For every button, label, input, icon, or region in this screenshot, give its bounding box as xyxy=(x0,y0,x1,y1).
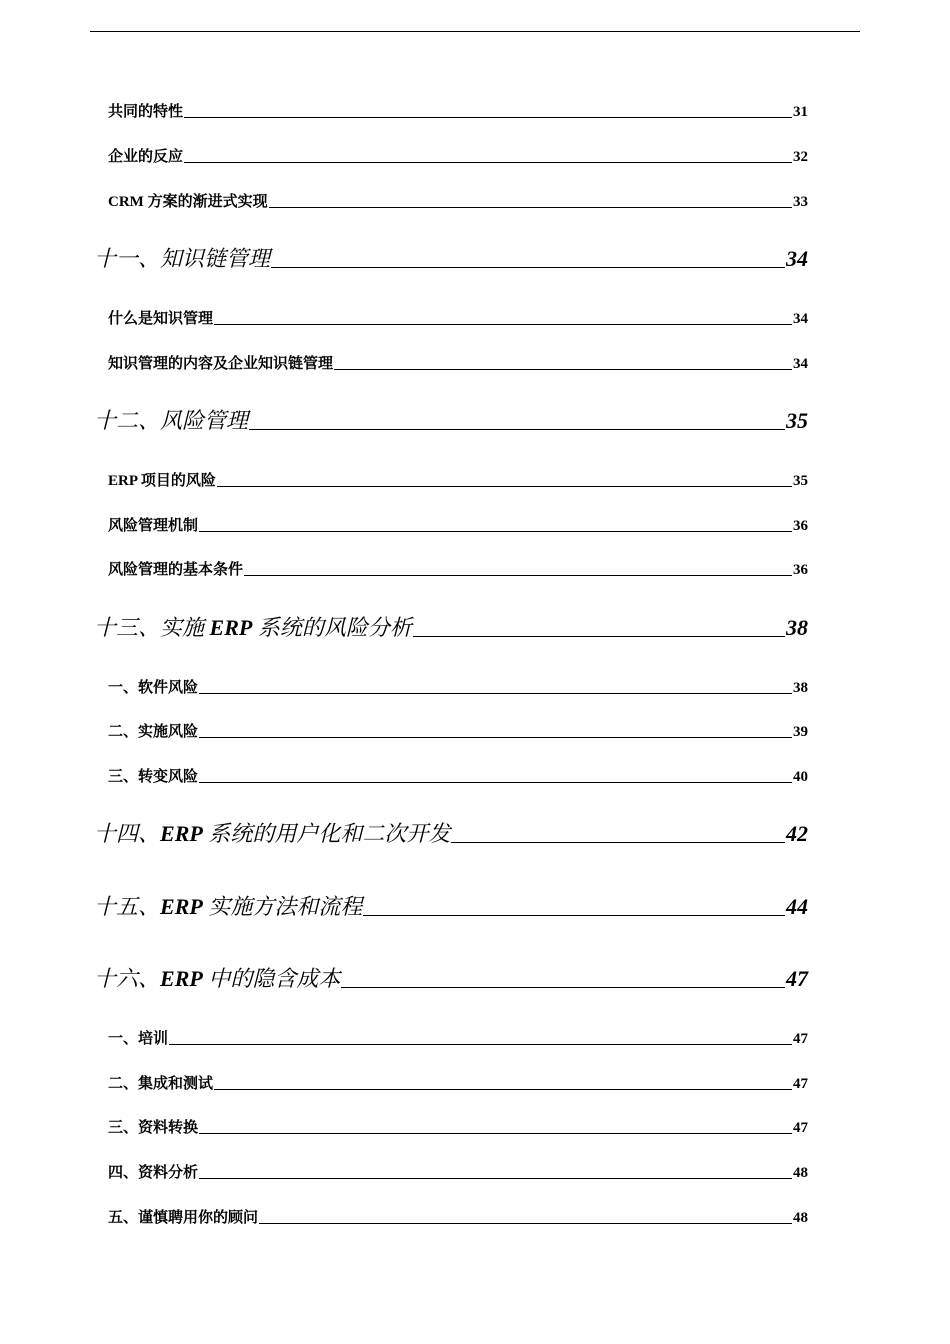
toc-entry[interactable] xyxy=(108,517,808,535)
toc-leader-line xyxy=(269,207,792,208)
toc-leader-line xyxy=(451,842,785,843)
toc-leader-line xyxy=(199,1178,792,1179)
toc-chapter-entry[interactable] xyxy=(94,246,808,272)
toc-entry-label: 风险管理的基本条件 xyxy=(108,562,244,578)
toc-chapter-entry[interactable] xyxy=(94,821,808,847)
toc-page-number: 44 xyxy=(786,894,808,919)
toc-entry-label: CRM 方案的渐进式实现 xyxy=(108,194,268,210)
toc-leader-line xyxy=(199,693,792,694)
toc-leader-line xyxy=(217,486,792,487)
toc-chapter-entry[interactable] xyxy=(94,615,808,641)
toc-entry-label: 共同的特性 xyxy=(108,104,184,120)
toc-page-number: 39 xyxy=(793,724,808,740)
toc-leader-line xyxy=(249,429,785,430)
toc-page-number: 48 xyxy=(793,1210,808,1226)
toc-page-number: 40 xyxy=(793,769,808,785)
toc-entry[interactable] xyxy=(108,103,808,121)
toc-leader-line xyxy=(184,117,792,118)
toc-page-number: 38 xyxy=(786,615,808,640)
toc-entry[interactable] xyxy=(108,561,808,579)
toc-entry-label: 二、实施风险 xyxy=(108,724,199,740)
header-rule xyxy=(90,31,860,32)
toc-page-number: 34 xyxy=(786,246,808,271)
toc-leader-line xyxy=(199,737,792,738)
toc-entry-label: 一、软件风险 xyxy=(108,680,199,696)
toc-chapter-entry[interactable] xyxy=(94,966,808,992)
toc-entry-label: 一、培训 xyxy=(108,1031,169,1047)
toc-leader-line xyxy=(184,162,792,163)
toc-page-number: 33 xyxy=(793,194,808,210)
toc-leader-line xyxy=(199,1133,792,1134)
toc-entry-label: 什么是知识管理 xyxy=(108,311,214,327)
toc-page-number: 34 xyxy=(793,356,808,372)
toc-entry-label: 五、谨慎聘用你的顾问 xyxy=(108,1210,259,1226)
toc-page-number: 31 xyxy=(793,104,808,120)
toc-page-number: 35 xyxy=(786,408,808,433)
toc-page-number: 32 xyxy=(793,149,808,165)
toc-entry[interactable] xyxy=(108,193,808,211)
toc-entry-label: 三、资料转换 xyxy=(108,1120,199,1136)
toc-chapter-label: 十三、实施 ERP 系统的风险分析 xyxy=(94,615,412,640)
toc-entry[interactable] xyxy=(108,679,808,697)
toc-page-number: 48 xyxy=(793,1165,808,1181)
toc-leader-line xyxy=(199,531,792,532)
toc-page-number: 47 xyxy=(793,1031,808,1047)
toc-leader-line xyxy=(413,636,785,637)
toc-leader-line xyxy=(341,987,785,988)
toc-leader-line xyxy=(214,324,792,325)
toc-page-number: 38 xyxy=(793,680,808,696)
toc-page-number: 47 xyxy=(786,966,808,991)
toc-chapter-label: 十六、ERP 中的隐含成本 xyxy=(94,966,341,991)
toc-page-number: 47 xyxy=(793,1120,808,1136)
toc-chapter-label: 十四、ERP 系统的用户化和二次开发 xyxy=(94,821,451,846)
toc-leader-line xyxy=(199,782,792,783)
toc-leader-line xyxy=(244,575,792,576)
toc-entry[interactable] xyxy=(108,1119,808,1137)
toc-entry-label: 二、集成和测试 xyxy=(108,1076,214,1092)
toc-chapter-entry[interactable] xyxy=(94,894,808,920)
toc-chapter-entry[interactable] xyxy=(94,408,808,434)
toc-entry[interactable] xyxy=(108,1209,808,1227)
toc-entry-label: 四、资料分析 xyxy=(108,1165,199,1181)
toc-entry-label: ERP 项目的风险 xyxy=(108,473,216,489)
toc-leader-line xyxy=(214,1089,792,1090)
toc-entry-label: 三、转变风险 xyxy=(108,769,199,785)
toc-page-number: 47 xyxy=(793,1076,808,1092)
toc-page-number: 34 xyxy=(793,311,808,327)
toc-leader-line xyxy=(271,267,785,268)
toc-entry-label: 风险管理机制 xyxy=(108,518,199,534)
toc-entry[interactable] xyxy=(108,310,808,328)
toc-leader-line xyxy=(169,1044,792,1045)
toc-entry[interactable] xyxy=(108,768,808,786)
toc-entry[interactable] xyxy=(108,1075,808,1093)
toc-chapter-label: 十五、ERP 实施方法和流程 xyxy=(94,894,363,919)
toc-page-number: 36 xyxy=(793,562,808,578)
toc-entry[interactable] xyxy=(108,472,808,490)
toc-page-number: 35 xyxy=(793,473,808,489)
toc-leader-line xyxy=(259,1223,792,1224)
toc-chapter-label: 十一、知识链管理 xyxy=(94,246,271,271)
toc-entry[interactable] xyxy=(108,1030,808,1048)
toc-page-number: 42 xyxy=(786,821,808,846)
toc-entry[interactable] xyxy=(108,148,808,166)
toc-entry-label: 知识管理的内容及企业知识链管理 xyxy=(108,356,334,372)
toc-chapter-label: 十二、风险管理 xyxy=(94,408,249,433)
toc-entry[interactable] xyxy=(108,355,808,373)
toc-leader-line xyxy=(334,369,792,370)
toc-leader-line xyxy=(363,915,785,916)
toc-page-number: 36 xyxy=(793,518,808,534)
toc-entry[interactable] xyxy=(108,1164,808,1182)
toc-entry[interactable] xyxy=(108,723,808,741)
toc-entry-label: 企业的反应 xyxy=(108,149,184,165)
